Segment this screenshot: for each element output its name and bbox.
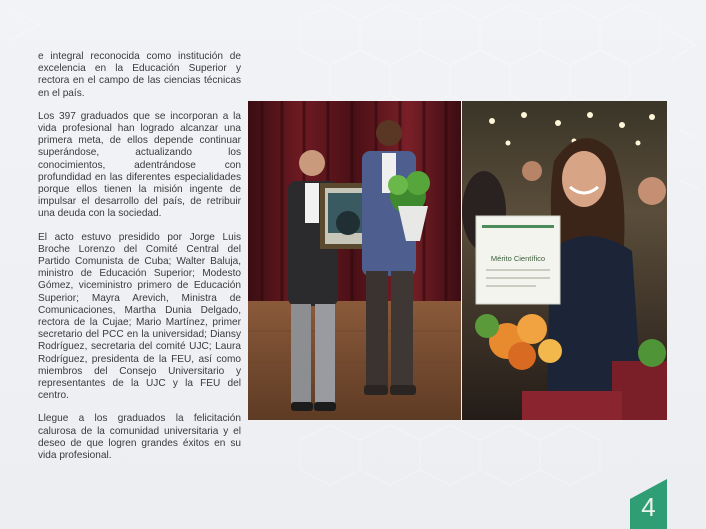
graduate-photo-image xyxy=(462,101,667,420)
ceremony-photo xyxy=(248,101,461,420)
certificate-title: Mérito Científico xyxy=(490,254,546,263)
ceremony-photo-image xyxy=(248,101,461,420)
paragraph-4: Llegue a los graduados la felicitación calurosa de la comunidad universitaria y el deseo de que logren grandes éxitos en su vida profesional. xyxy=(38,413,241,462)
paragraph-1: e integral reconocida como institución de excelencia en la Educación Superior y rectora en el campo de las ciencias técnicas en el país. xyxy=(38,51,241,99)
paragraph-2: Los 397 graduados que se incorporan a la vida profesional han logrado alcanzar una primera meta, de ellos depende continuar superándose, actualizando los conocimientos, adentrándose con profundidad en las diferentes especialidades porque ellos tienen la misión ingente de impulsar el desarrollo del país, de retribuir una deuda con la sociedad. xyxy=(38,110,241,220)
graduate-photo xyxy=(462,101,667,420)
page-number: 4 xyxy=(641,492,656,522)
paragraph-3: El acto estuvo presidido por Jorge Luis Broche Lorenzo del Comité Central del Partido Comunista de Cuba; Walter Baluja, ministro de Educación Superior; Modesto Gómez, viceministro primero de Educación Superior; Mayra Arevich, Ministra de Comunicaciones, Martha Dunia Delgado, rectora de la Cujae; Mario Martínez, primer secretario del PCC en la universidad; Diansy Rodríguez, secretaria del comité UJC; Laura Rodríguez, presidenta de la FEU, así como miembros del Consejo Universitario y representantes de la UJC y la FEU del centro. xyxy=(38,231,241,402)
article-text xyxy=(38,51,241,473)
